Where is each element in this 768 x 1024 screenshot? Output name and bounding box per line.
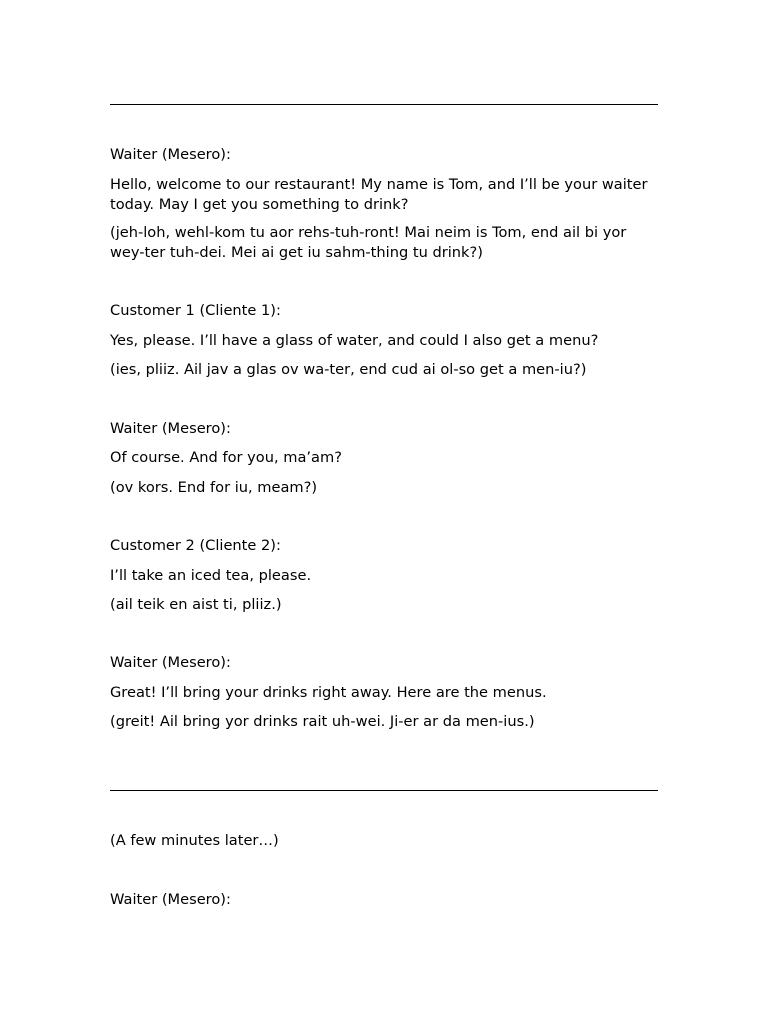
horizontal-rule-middle — [110, 790, 658, 791]
speaker-label: Customer 2 (Cliente 2): — [110, 537, 281, 554]
speaker-label: Waiter (Mesero): — [110, 420, 231, 437]
dialogue-english: Hello, welcome to our restaurant! My name is Tom, and I’ll be your waiter today. May I get you something to drink? — [110, 176, 648, 213]
dialogue-pronunciation: (ov kors. End for iu, meam?) — [110, 479, 318, 496]
dialogue-pronunciation: (ail teik en aist ti, pliiz.) — [110, 596, 282, 613]
scene-note: (A few minutes later…) — [110, 832, 279, 849]
dialogue-english: Of course. And for you, ma’am? — [110, 449, 342, 466]
speaker-label: Customer 1 (Cliente 1): — [110, 302, 281, 319]
speaker-label: Waiter (Mesero): — [110, 654, 231, 671]
speaker-label: Waiter (Mesero): — [110, 146, 231, 163]
dialogue-english: Great! I’ll bring your drinks right away. Here are the menus. — [110, 684, 547, 701]
dialogue-pronunciation: (jeh-loh, wehl-kom tu aor rehs-tuh-ront! Mai neim is Tom, end ail bi yor wey-ter tuh-dei. Mei ai get iu sahm-thing tu drink?) — [110, 224, 627, 261]
dialogue-english: Yes, please. I’ll have a glass of water, and could I also get a menu? — [110, 332, 599, 349]
dialogue-pronunciation: (ies, pliiz. Ail jav a glas ov wa-ter, end cud ai ol-so get a men-iu?) — [110, 361, 587, 378]
dialogue-english: I’ll take an iced tea, please. — [110, 567, 312, 584]
dialogue-pronunciation: (greit! Ail bring yor drinks rait uh-wei. Ji-er ar da men-ius.) — [110, 713, 535, 730]
horizontal-rule-top — [110, 104, 658, 105]
speaker-label: Waiter (Mesero): — [110, 891, 231, 908]
